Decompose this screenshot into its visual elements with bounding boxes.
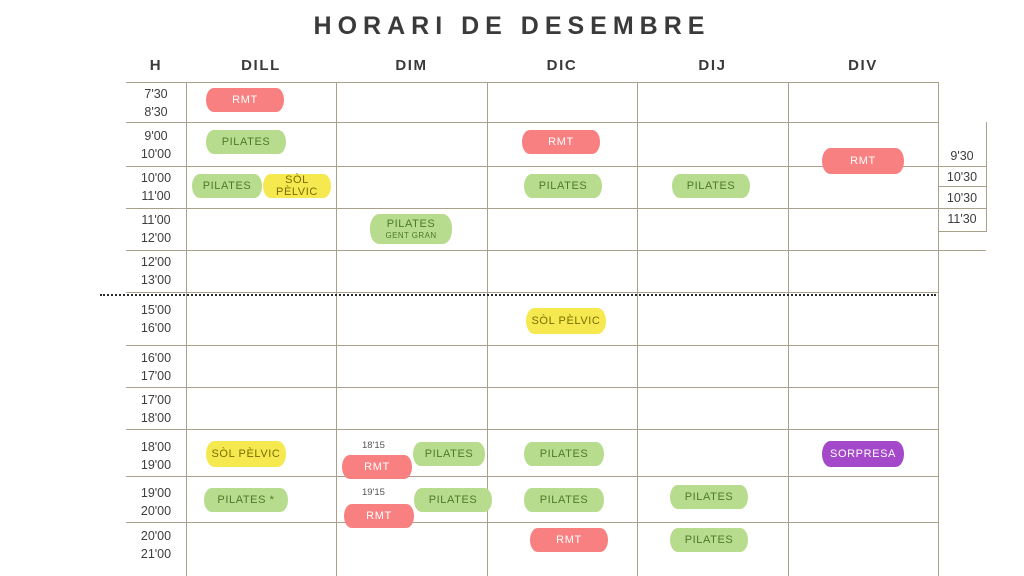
column-header-dij: DIJ: [698, 57, 727, 74]
grid-hline-1: [126, 122, 938, 123]
hour-from: 7'30: [144, 87, 168, 101]
event-label: PILATES: [684, 534, 734, 546]
event-label: RMT: [556, 534, 582, 546]
event-label: RMT: [366, 510, 392, 522]
grid-hline-7: [126, 387, 938, 388]
hour-to: 19'00: [140, 458, 172, 472]
column-header-dill: DILL: [241, 57, 281, 74]
inline-time-1815: 18'15: [362, 440, 385, 451]
hour-row-0: [128, 85, 184, 121]
hour-row-9: [128, 484, 184, 520]
event-label: SORPRESA: [830, 448, 896, 460]
side-hour-0: 9'30: [950, 149, 974, 163]
event-label: PILATES *: [217, 494, 275, 506]
event-label: RMT: [548, 136, 574, 148]
event-label: PILATES: [386, 218, 436, 230]
hour-from: 17'00: [140, 393, 172, 407]
side-hour-3: 11'30: [947, 212, 977, 226]
event-label: PILATES: [538, 180, 588, 192]
grid-hline-3: [126, 208, 986, 209]
hour-from: 15'00: [140, 303, 172, 317]
event-block[interactable]: [413, 442, 485, 466]
event-block[interactable]: [530, 528, 608, 552]
event-label: PILATES: [202, 180, 252, 192]
event-block[interactable]: [822, 148, 904, 174]
event-label: PILATES: [428, 494, 478, 506]
event-block[interactable]: [344, 504, 414, 528]
hour-from: 12'00: [140, 255, 172, 269]
event-sublabel: GENT GRAN: [385, 231, 437, 240]
event-label: PILATES: [221, 136, 271, 148]
column-header-h: H: [149, 57, 163, 74]
event-block[interactable]: [524, 174, 602, 198]
hour-to: 13'00: [140, 273, 172, 287]
grid-hline-9: [126, 476, 938, 477]
hour-to: 21'00: [140, 547, 172, 561]
hour-row-8: [128, 438, 184, 474]
grid-hline-side-2: [938, 231, 986, 232]
event-label: RMT: [232, 94, 258, 106]
grid-vline-5: [788, 82, 789, 576]
grid-hline-4: [126, 250, 986, 251]
grid-vline-1: [186, 82, 187, 576]
event-label: SÒL PÈLVIC: [211, 448, 281, 460]
hour-from: 18'00: [140, 440, 172, 454]
grid-hline-5: [126, 292, 938, 293]
side-hour-2: 10'30: [946, 191, 978, 205]
event-block[interactable]: [670, 485, 748, 509]
event-block[interactable]: [672, 174, 750, 198]
event-block[interactable]: [204, 488, 288, 512]
hour-row-6: [128, 349, 184, 385]
event-label: PILATES: [686, 180, 736, 192]
event-block[interactable]: [263, 174, 331, 198]
hour-to: 17'00: [140, 369, 172, 383]
hour-to: 11'00: [141, 189, 171, 203]
event-block[interactable]: [342, 455, 412, 479]
event-label: PILATES: [539, 494, 589, 506]
event-label: RMT: [364, 461, 390, 473]
event-block[interactable]: [670, 528, 748, 552]
hour-to: 10'00: [140, 147, 172, 161]
hour-from: 9'00: [144, 129, 168, 143]
grid-vline-4: [637, 82, 638, 576]
hour-row-7: [128, 391, 184, 427]
grid-vline-side: [986, 122, 987, 232]
event-label: PILATES: [424, 448, 474, 460]
hour-row-1: [128, 127, 184, 163]
grid-hline-0: [126, 82, 938, 83]
midday-divider: [100, 294, 936, 296]
event-label: SÒL PÈLVIC: [531, 315, 601, 327]
event-block[interactable]: [192, 174, 262, 198]
hour-to: 12'00: [140, 231, 172, 245]
event-block[interactable]: [524, 488, 604, 512]
hour-row-2: [128, 169, 184, 205]
hour-from: 20'00: [140, 529, 172, 543]
grid-vline-2: [336, 82, 337, 576]
grid-hline-8: [126, 429, 938, 430]
hour-to: 20'00: [140, 504, 172, 518]
event-block[interactable]: [206, 441, 286, 467]
hour-from: 10'00: [140, 171, 172, 185]
column-header-dim: DIM: [395, 57, 428, 74]
hour-from: 16'00: [140, 351, 172, 365]
inline-time-1915: 19'15: [362, 487, 385, 498]
event-block[interactable]: [206, 88, 284, 112]
event-block[interactable]: [370, 214, 452, 244]
event-block[interactable]: [414, 488, 492, 512]
event-block[interactable]: [524, 442, 604, 466]
event-label: RMT: [850, 155, 876, 167]
event-label: PILATES: [684, 491, 734, 503]
hour-row-3: [128, 211, 184, 247]
column-header-div: DIV: [848, 57, 878, 74]
event-block[interactable]: [526, 308, 606, 334]
event-block[interactable]: [522, 130, 600, 154]
grid-hline-10: [126, 522, 938, 523]
event-label: SÒL PÈLVIC: [276, 174, 318, 198]
grid-hline-6: [126, 345, 938, 346]
page-title: HORARI DE DESEMBRE: [313, 12, 711, 40]
hour-to: 18'00: [140, 411, 172, 425]
event-block[interactable]: [206, 130, 286, 154]
side-hour-1: 10'30: [946, 170, 978, 184]
hour-row-4: [128, 253, 184, 289]
grid-hline-side-1: [938, 186, 986, 187]
hour-to: 16'00: [140, 321, 172, 335]
column-header-dic: DIC: [546, 57, 578, 74]
hour-to: 8'30: [144, 105, 168, 119]
hour-from: 19'00: [140, 486, 172, 500]
hour-row-10: [128, 527, 184, 563]
hour-from: 11'00: [141, 213, 171, 227]
event-label: PILATES: [539, 448, 589, 460]
event-block[interactable]: [822, 441, 904, 467]
hour-row-5: [128, 301, 184, 337]
